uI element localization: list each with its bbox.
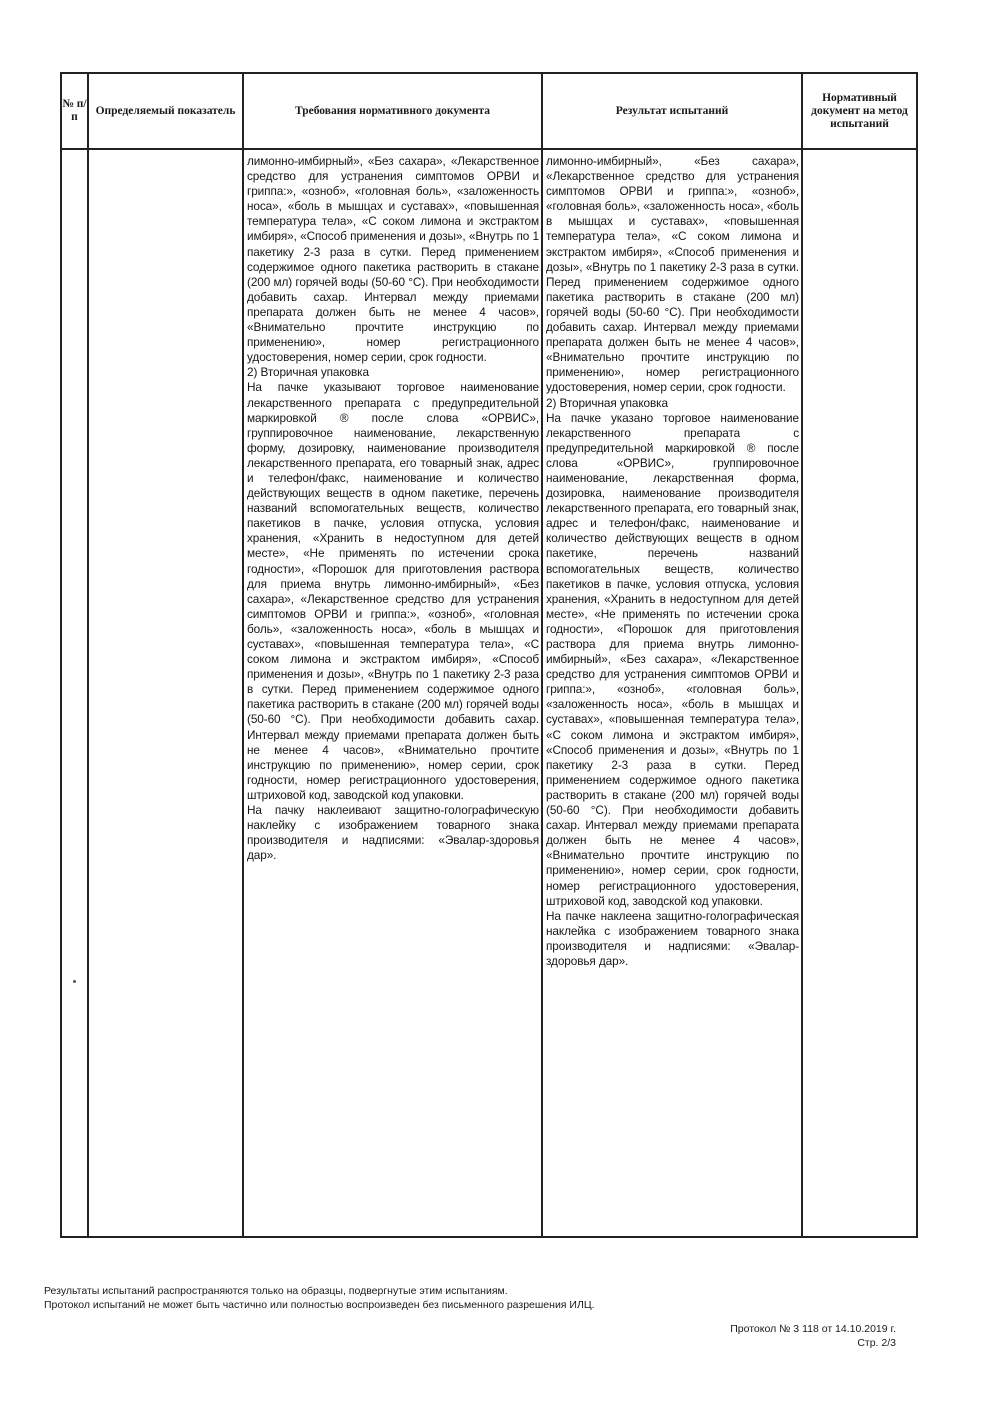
protocol-reference bbox=[730, 1322, 896, 1350]
requirements-paragraph: 2) Вторичная упаковка bbox=[247, 365, 369, 380]
scan-dot bbox=[73, 980, 76, 983]
cell-requirements bbox=[243, 149, 542, 1237]
results-paragraph: 2) Вторичная упаковка bbox=[546, 395, 668, 410]
footer-notes bbox=[44, 1284, 595, 1312]
table-row bbox=[61, 149, 917, 1237]
results-paragraph: На пачке указано торговое наименование лекарственного препарата с предупредительной маркировкой ® после слова «ОРВИС», группировочное наименование, лекарственная форма, дозировка, наименование производителя лекарственного препарата, его товарный знак, адрес и телефон/факс, наименование и количество действующих веществ в одном пакетике, перечень названий вспомогательных веществ, количество пакетиков в пачке, условия отпуска, условия хранения, «Хранить в недоступном для детей месте», «Не применять по истечении срока годности», «Порошок для приготовления раствора для приема внутрь лимонно-имбирный», «Без сахара», «Лекарственное средство для устранения симптомов ОРВИ и гриппа:», «озноб», «головная боль», «заложенность носа», «боль в мышцах и суставах», «повышенная температура тела», «С соком лимона и экстрактом имбиря», «Способ применения и дозы», «Внутрь по 1 пакетику 2-3 раза в сутки. Перед применением содержимое одного пакетика растворить в стакане (200 мл) горячей воды (50-60 °С). При необходимости добавить сахар. Интервал между приемами препарата должен быть не менее 4 часов», «Внимательно прочтите инструкцию по применению», номер серии, срок годности, номер регистрационного удостоверения, штриховой код, заводской код упаковки. bbox=[546, 410, 799, 908]
header-parameter: Определяемый показатель bbox=[88, 73, 243, 149]
footer-note-results-scope: Результаты испытаний распространяются только на образцы, подвергнутые этим испытаниям. bbox=[44, 1285, 508, 1297]
table-header-row bbox=[61, 73, 917, 149]
cell-number bbox=[61, 149, 88, 1237]
footer-note-reproduction: Протокол испытаний не может быть частично или полностью воспроизведен без письменного разрешения ИЛЦ. bbox=[44, 1299, 595, 1311]
header-requirements: Требования нормативного документа bbox=[243, 73, 542, 149]
protocol-number: Протокол № 3 118 от 14.10.2019 г. bbox=[730, 1323, 896, 1335]
header-results: Результат испытаний bbox=[542, 73, 802, 149]
header-method-document: Нормативный документ на метод испытаний bbox=[802, 73, 917, 149]
requirements-paragraph: лимонно-имбирный», «Без сахара», «Лекарственное средство для устранения симптомов ОРВИ и гриппа:», «озноб», «головная боль», «заложенность носа», «боль в мышцах и суставах», «повышенная температура тела», «С соком лимона и экстрактом имбиря», «Способ применения и дозы», «Внутрь по 1 пакетику 2-3 раза в сутки. Перед применением содержимое одного пакетика растворить в стакане (200 мл) горячей воды (50-60 °С). При необходимости добавить сахар. Интервал между приемами препарата должен быть не менее 4 часов», «Внимательно прочтите инструкцию по применению», номер регистрационного удостоверения, номер серии, срок годности. bbox=[247, 154, 539, 365]
results-paragraph: На пачке наклеена защитно-голографическая наклейка с изображением товарного знака производителя и надписями: «Эвалар-здоровья дар». bbox=[546, 908, 799, 968]
results-paragraph: лимонно-имбирный», «Без сахара», «Лекарственное средство для устранения симптомов ОРВИ и гриппа:», «озноб», «головная боль», «заложенность носа», «боль в мышцах и суставах», «повышенная температура тела», «С соком лимона и экстрактом имбиря», «Способ применения и дозы», «Внутрь по 1 пакетику 2-3 раза в сутки. Перед применением содержимое одного пакетика растворить в стакане (200 мл) горячей воды (50-60 °С). При необходимости добавить сахар. Интервал между приемами препарата должен быть не менее 4 часов», «Внимательно прочтите инструкцию по применению», номер регистрационного удостоверения, номер серии, срок годности. bbox=[546, 154, 799, 395]
requirements-paragraph: На пачку наклеивают защитно-голографическую наклейку с изображением товарного знака производителя и надписями: «Эвалар-здоровья дар». bbox=[247, 803, 539, 863]
cell-method-document bbox=[802, 149, 917, 1237]
cell-parameter bbox=[88, 149, 243, 1237]
page-number: Стр. 2/3 bbox=[857, 1337, 896, 1349]
cell-results bbox=[542, 149, 802, 1237]
requirements-paragraph: На пачке указывают торговое наименование лекарственного препарата с предупредительной маркировкой ® после слова «ОРВИС», группировочное наименование, лекарственную форму, дозировку, наименование производителя лекарственного препарата, его товарный знак, адрес и телефон/факс, наименование и количество действующих веществ в одном пакетике, перечень названий вспомогательных веществ, количество пакетиков в пачке, условия отпуска, условия хранения, «Хранить в недоступном для детей месте», «Не применять по истечении срока годности», «Порошок для приготовления раствора для приема внутрь лимонно-имбирный», «Без сахара», «Лекарственное средство для устранения симптомов ОРВИ и гриппа:», «озноб», «головная боль», «заложенность носа», «боль в мышцах и суставах», «повышенная температура тела», «С соком лимона и экстрактом имбиря», «Способ применения и дозы», «Внутрь по 1 пакетику 2-3 раза в сутки. Перед применением содержимое одного пакетика растворить в стакане (200 мл) горячей воды (50-60 °С). При необходимости добавить сахар. Интервал между приемами препарата должен быть не менее 4 часов», «Внимательно прочтите инструкцию по применению», номер серии, срок годности, номер регистрационного удостоверения, штриховой код, заводской код упаковки. bbox=[247, 380, 539, 802]
test-results-table bbox=[60, 72, 918, 1238]
header-number: № п/п bbox=[61, 73, 88, 149]
